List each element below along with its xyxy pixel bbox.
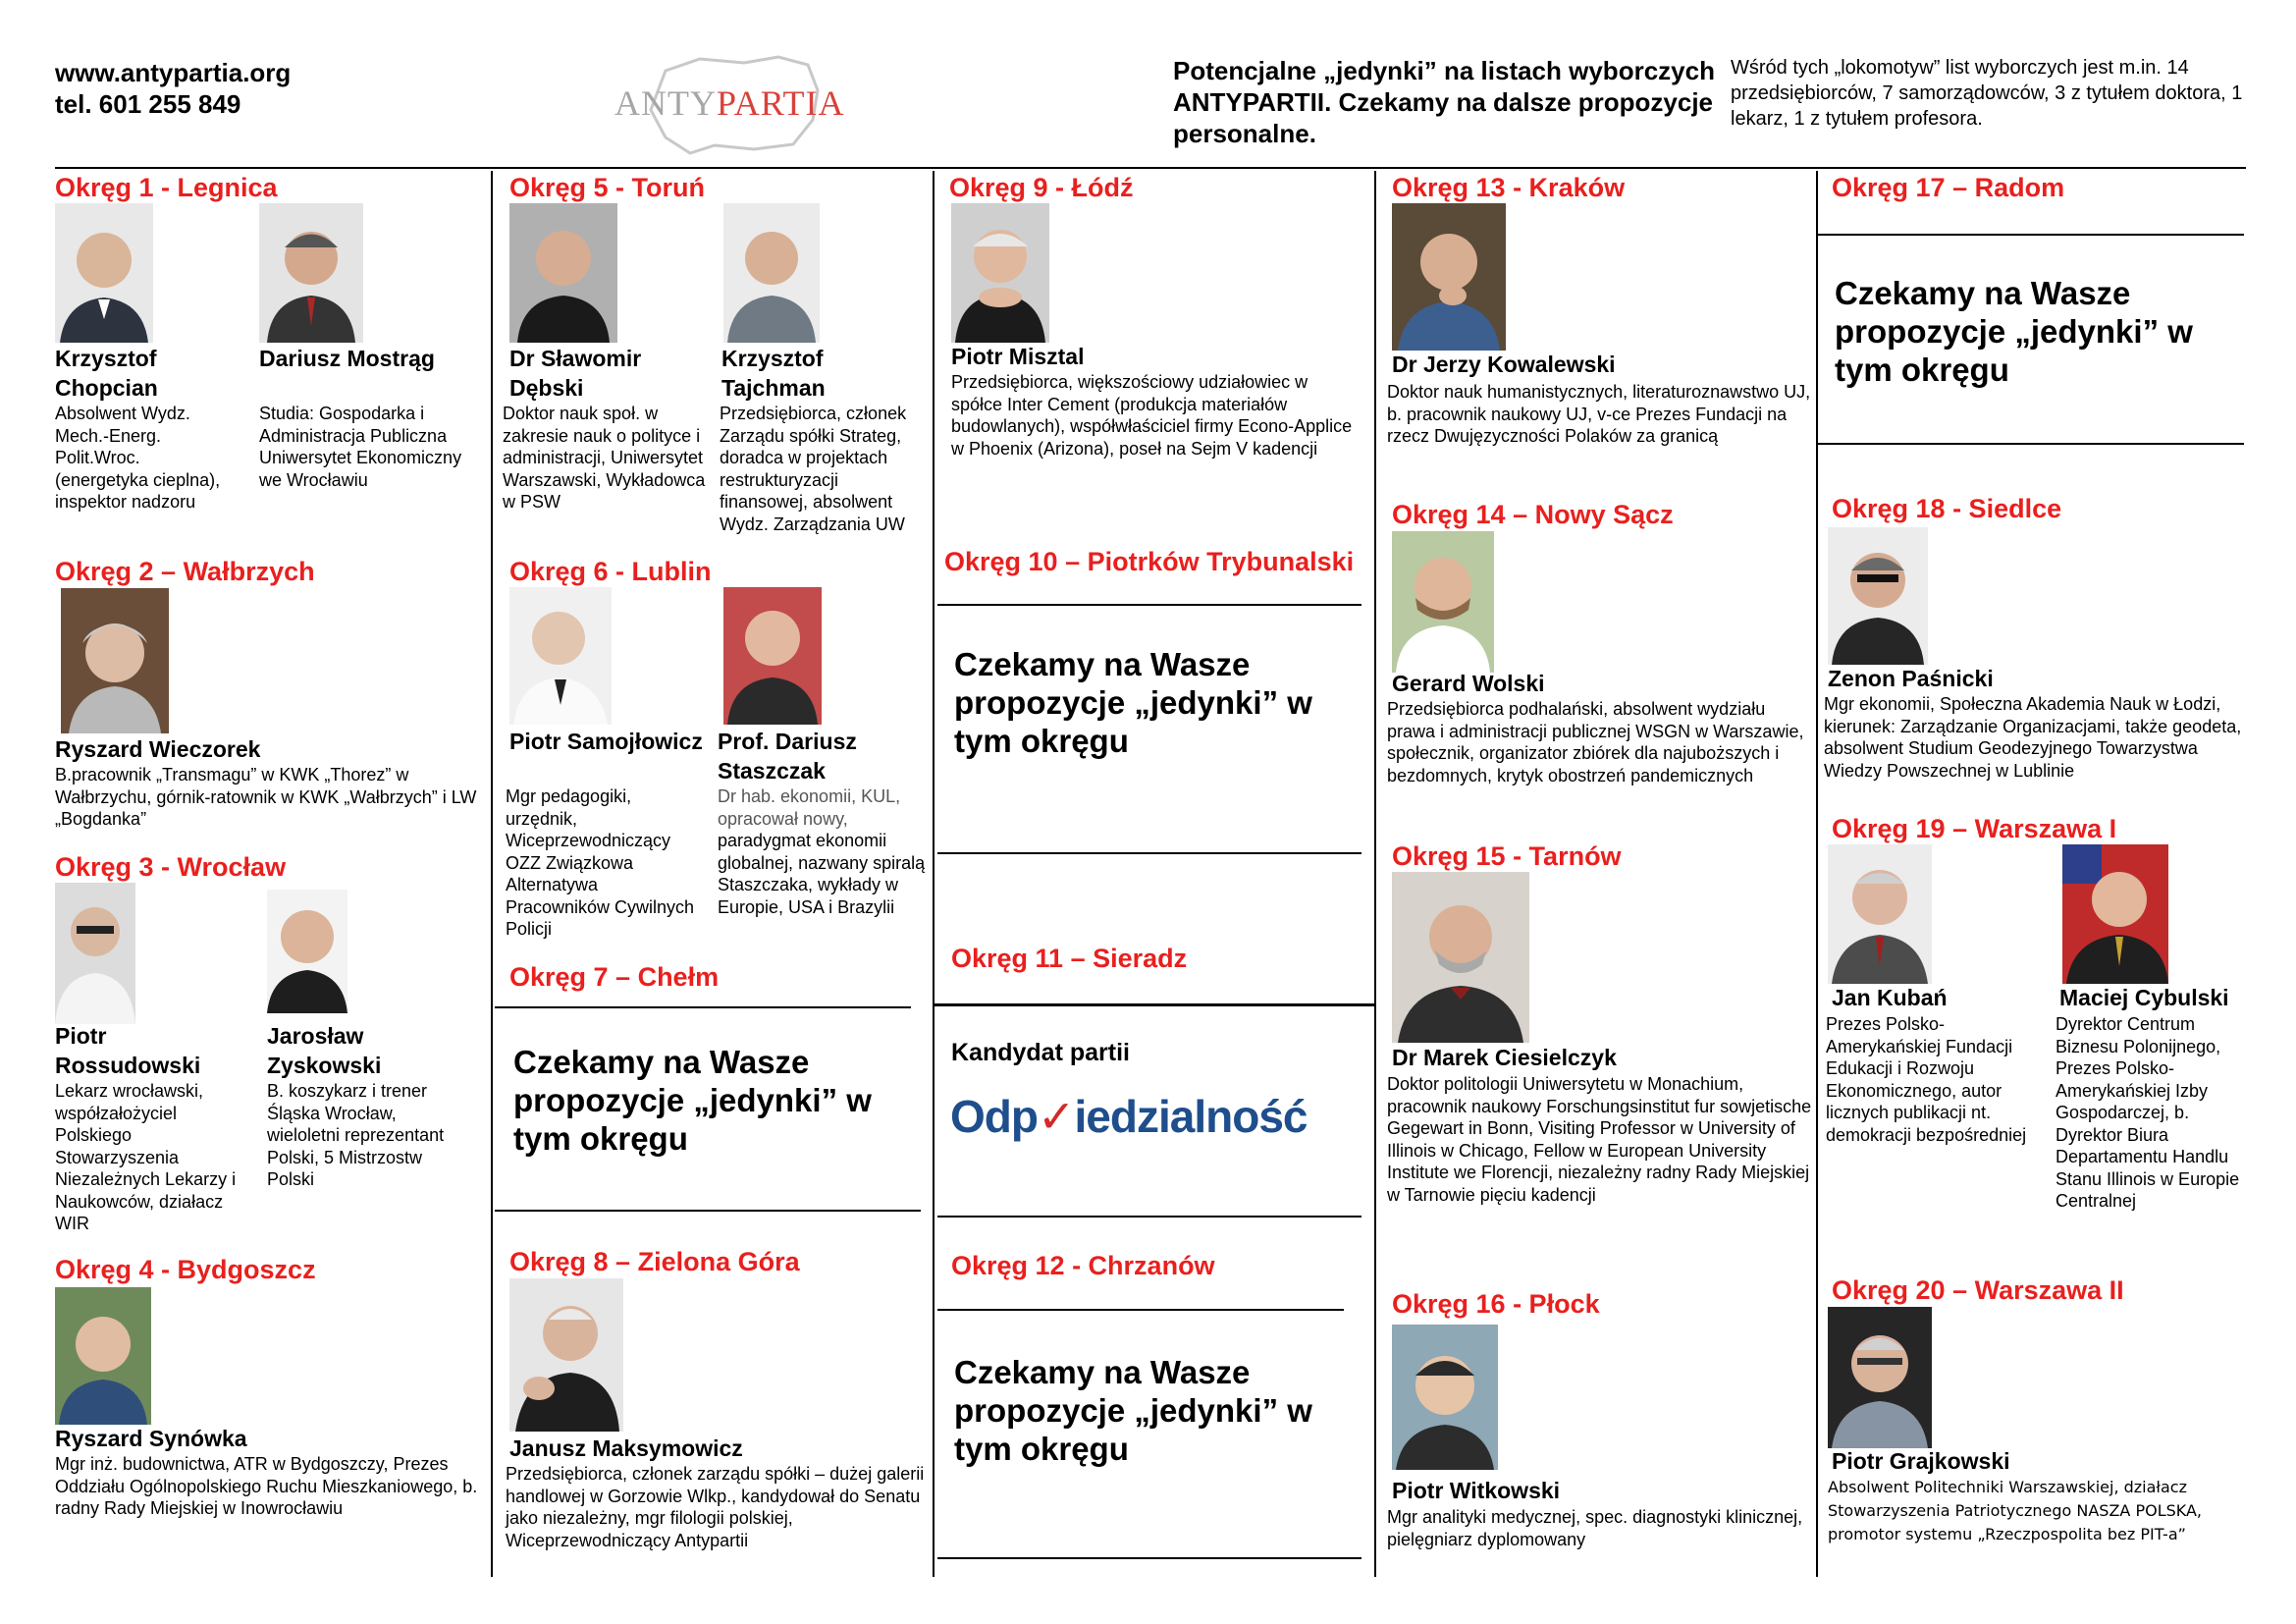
- candidate-photo: [1392, 531, 1494, 673]
- party-candidate-label: Kandydat partii: [951, 1039, 1130, 1066]
- candidate-name: Dr Marek Ciesielczyk: [1392, 1045, 1617, 1070]
- candidate-photo: [259, 203, 363, 343]
- column-divider: [491, 171, 493, 1577]
- candidate-photo: [55, 1287, 151, 1425]
- candidate-description: paradygmat ekonomii globalnej, nazwany spiralą Staszczaka, wykłady w Europie, USA i Brazylii: [718, 831, 926, 917]
- candidate-photo: [723, 203, 820, 343]
- candidate-description: Przedsiębiorca, członek Zarządu spółki Strateg, doradca w projektach restrukturyzacji finansowej, absolwent Wydz. Zarządzania UW: [720, 404, 907, 534]
- candidate-description: B.pracownik „Transmagu” w KWK „Thorez” w Wałbrzychu, górnik-ratownik w KWK „Wałbrzych” i LW „Bogdanka”: [55, 765, 477, 829]
- candidate-description: Doktor politologii Uniwersytetu w Monachium, pracownik naukowy Forschungsinstitut fur sowjetische Gegewart in Bonn, Visiting Professor w University of Illinois w Chicago, Fellow w European University Institute we Florencji, niezależny radny Rady Miejskiej w Tarnowie pięciu kadencji: [1387, 1074, 1812, 1205]
- district-heading: Okręg 15 - Tarnów: [1392, 841, 1622, 871]
- district-heading: Okręg 1 - Legnica: [55, 173, 278, 202]
- candidate-name: Zenon Paśnicki: [1828, 666, 1994, 691]
- candidate-description: Mgr pedagogiki, urzędnik, Wiceprzewodniczący OZZ Związkowa Alternatywa Pracowników Cywilnych Policji: [506, 786, 695, 939]
- candidate-name: Krzysztof Chopcian: [55, 346, 158, 401]
- section-rule: [495, 1210, 921, 1212]
- column-divider: [1816, 171, 1818, 1577]
- district-heading: Okręg 8 – Zielona Góra: [509, 1247, 800, 1276]
- section-rule: [934, 1003, 1375, 1006]
- candidate-description: Doktor nauk humanistycznych, literaturoznawstwo UJ, b. pracownik naukowy UJ, v-ce Prezes Fundacji na rzecz Dwujęzyczności Polaków za granicą: [1387, 382, 1811, 446]
- candidate-name: Gerard Wolski: [1392, 671, 1545, 696]
- candidate-description: Mgr inż. budownictwa, ATR w Bydgoszczy, Prezes Oddziału Ogólnopolskiego Ruchu Mieszkaniowego, b. radny Rady Miejskiej w Inowrocławiu: [55, 1454, 478, 1518]
- candidate-photo: [723, 587, 822, 725]
- section-rule: [495, 1006, 911, 1008]
- district-heading: Okręg 11 – Sieradz: [951, 944, 1188, 973]
- candidate-description: Dr hab. ekonomii, KUL, opracował nowy,: [718, 786, 901, 829]
- candidate-photo: [1392, 1325, 1498, 1470]
- district-heading: Okręg 16 - Płock: [1392, 1289, 1600, 1319]
- phone-number: tel. 601 255 849: [55, 89, 241, 119]
- candidate-description: Mgr ekonomii, Społeczna Akademia Nauk w Łodzi, kierunek: Zarządzanie Organizacjami, także geodeta, absolwent Studium Geodezyjnego Towarzystwa Wiedzy Powszechnej w Lublinie: [1824, 694, 2242, 781]
- candidate-photo: [55, 883, 135, 1024]
- candidate-name: Piotr Misztal: [951, 344, 1085, 369]
- candidate-description: Studia: Gospodarka i Administracja Publiczna Uniwersytet Ekonomiczny we Wrocławiu: [259, 404, 462, 490]
- awaiting-proposal-text: Czekamy na Wasze propozycje „jedynki” w tym okręgu: [1835, 275, 2193, 388]
- candidate-description: Absolwent Wydz. Mech.-Energ. Polit.Wroc. (energetyka cieplna), inspektor nadzoru: [55, 404, 221, 512]
- page-title: Potencjalne „jedynki” na listach wyborczych ANTYPARTII. Czekamy na dalsze propozycje personalne.: [1173, 56, 1715, 148]
- candidate-photo: [2062, 844, 2168, 984]
- candidate-description: Mgr analityki medycznej, spec. diagnostyki klinicznej, pielęgniarz dyplomowany: [1387, 1507, 1803, 1549]
- candidate-name: Piotr Rossudowski: [55, 1023, 201, 1078]
- website-link[interactable]: www.antypartia.org: [55, 58, 292, 87]
- awaiting-proposal-text: Czekamy na Wasze propozycje „jedynki” w tym okręgu: [954, 646, 1312, 759]
- candidate-photo: [1392, 203, 1506, 351]
- candidate-description: Prezes Polsko-Amerykańskiej Fundacji Edukacji i Rozwoju Ekonomicznego, autor licznych publikacji nt. demokracji bezpośredniej: [1826, 1014, 2027, 1145]
- district-heading: Okręg 6 - Lublin: [509, 557, 712, 586]
- awaiting-proposal-text: Czekamy na Wasze propozycje „jedynki” w tym okręgu: [954, 1354, 1312, 1467]
- header-note: Wśród tych „lokomotyw” list wyborczych jest m.in. 14 przedsiębiorców, 7 samorządowców, 3 z tytułem doktora, 1 lekarz, 1 z tytułem profesora.: [1731, 57, 2243, 130]
- candidate-name: Piotr Samojłowicz: [509, 729, 703, 754]
- candidate-photo: [509, 587, 612, 725]
- candidate-description: B. koszykarz i trener Śląska Wrocław, wieloletni reprezentant Polski, 5 Mistrzostw Polski: [267, 1081, 445, 1189]
- candidate-name: Piotr Grajkowski: [1832, 1448, 2010, 1474]
- candidate-photo: [55, 203, 153, 343]
- section-rule: [1818, 443, 2244, 445]
- candidate-name: Dr Sławomir Dębski: [509, 346, 642, 401]
- candidate-name: Prof. Dariusz Staszczak: [718, 729, 857, 784]
- section-rule: [937, 1216, 1362, 1218]
- candidate-description: Przedsiębiorca, członek zarządu spółki – dużej galerii handlowej w Gorzowie Wlkp., kandydował do Senatu jako niezależny, mgr filologii polskiej, Wiceprzewodniczący Antypartii: [506, 1464, 925, 1550]
- candidate-name: Dariusz Mostrąg: [259, 346, 435, 371]
- district-heading: Okręg 4 - Bydgoszcz: [55, 1255, 316, 1284]
- district-heading: Okręg 14 – Nowy Sącz: [1392, 500, 1674, 529]
- candidate-name: Maciej Cybulski: [2059, 985, 2229, 1010]
- candidate-name: Jarosław Zyskowski: [267, 1023, 382, 1078]
- candidate-name: Janusz Maksymowicz: [509, 1435, 743, 1461]
- district-heading: Okręg 12 - Chrzanów: [951, 1251, 1215, 1280]
- checkmark-icon: ✓: [1037, 1091, 1075, 1142]
- candidate-name: Ryszard Synówka: [55, 1426, 247, 1451]
- district-heading: Okręg 20 – Warszawa II: [1832, 1275, 2124, 1305]
- candidate-name: Krzysztof Tajchman: [721, 346, 826, 401]
- column-divider: [933, 171, 934, 1577]
- candidate-photo: [509, 1278, 623, 1432]
- candidate-photo: [951, 203, 1049, 343]
- candidate-description: Przedsiębiorca podhalański, absolwent wydziału prawa i administracji publicznej WSGN w Warszawie, społecznik, organizator zbiórek dla najuboższych i bezdomnych, krytyk obostrzeń pandemicznych: [1387, 699, 1804, 785]
- section-rule: [937, 852, 1362, 854]
- candidate-photo: [61, 588, 169, 733]
- district-heading: Okręg 18 - Siedlce: [1832, 494, 2062, 523]
- header-divider: [55, 167, 2246, 169]
- candidate-name: Jan Kubań: [1832, 985, 1948, 1010]
- section-rule: [1818, 234, 2244, 236]
- candidate-description: Przedsiębiorca, większościowy udziałowiec w spółce Inter Cement (produkcja materiałów budowlanych), współwłaściciel firmy Econo-Applice w Phoenix (Arizona), poseł na Sejm V kadencji: [951, 372, 1353, 459]
- district-heading: Okręg 7 – Chełm: [509, 962, 720, 992]
- candidate-description: Dyrektor Centrum Biznesu Polonijnego, Prezes Polsko-Amerykańskiej Izby Gospodarczej, b. Dyrektor Biura Departamentu Handlu Stanu Illinois w Europie Centralnej: [2056, 1014, 2240, 1211]
- district-heading: Okręg 2 – Wałbrzych: [55, 557, 315, 586]
- section-rule: [937, 1557, 1362, 1559]
- candidate-description: Absolwent Politechniki Warszawskiej, działacz Stowarzyszenia Patriotycznego NASZA POLSKA, promotor systemu „Rzeczpospolita bez PIT-a”: [1828, 1478, 2202, 1543]
- candidate-photo: [1392, 872, 1529, 1043]
- candidate-photo: [1828, 1307, 1932, 1448]
- candidate-photo: [1828, 527, 1928, 665]
- district-heading: Okręg 10 – Piotrków Trybunalski: [944, 547, 1355, 576]
- candidate-name: Ryszard Wieczorek: [55, 736, 261, 762]
- antypartia-logo: ANTYPARTIA: [614, 83, 845, 123]
- candidate-description: Lekarz wrocławski, współzałożyciel Polskiego Stowarzyszenia Niezależnych Lekarzy i Naukowców, działacz WIR: [55, 1081, 237, 1233]
- candidate-photo: [267, 890, 347, 1013]
- candidate-name: Dr Jerzy Kowalewski: [1392, 352, 1616, 377]
- candidate-description: Doktor nauk społ. w zakresie nauk o polityce i administracji, Uniwersytet Warszawski, Wykładowca w PSW: [503, 404, 706, 512]
- district-heading: Okręg 13 - Kraków: [1392, 173, 1626, 202]
- district-heading: Okręg 3 - Wrocław: [55, 852, 287, 882]
- candidate-photo: [509, 203, 617, 343]
- candidate-photo: [1828, 844, 1932, 984]
- candidate-name: Piotr Witkowski: [1392, 1478, 1561, 1503]
- section-rule: [937, 604, 1362, 606]
- section-rule: [937, 1309, 1344, 1311]
- district-heading: Okręg 5 - Toruń: [509, 173, 706, 202]
- district-heading: Okręg 19 – Warszawa I: [1832, 814, 2117, 843]
- odpowiedzialnosc-logo: Odp✓iedzialność: [950, 1091, 1308, 1142]
- awaiting-proposal-text: Czekamy na Wasze propozycje „jedynki” w tym okręgu: [513, 1044, 872, 1157]
- column-divider: [1374, 171, 1376, 1577]
- contact-block: [55, 57, 291, 120]
- district-heading: Okręg 17 – Radom: [1832, 173, 2065, 202]
- district-heading: Okręg 9 - Łódź: [949, 173, 1134, 202]
